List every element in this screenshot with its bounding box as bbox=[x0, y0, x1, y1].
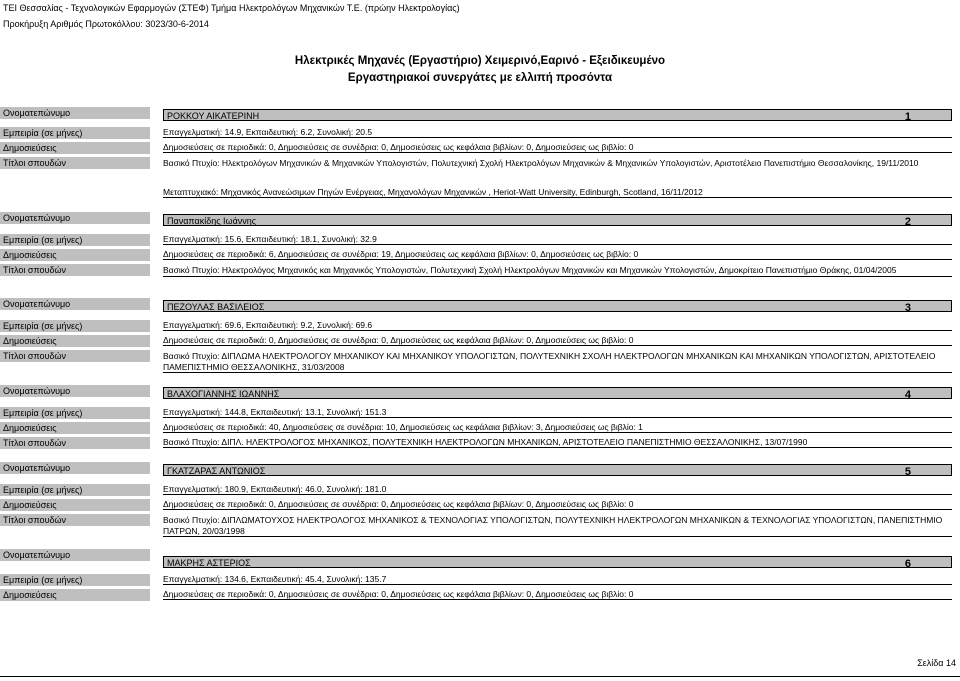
candidate-name-box bbox=[163, 214, 952, 226]
candidate-name: ΜΑΚΡΗΣ ΑΣΤΕΡΙΟΣ bbox=[167, 558, 251, 568]
experience-value: Επαγγελματική: 180.9, Εκπαιδευτική: 46.0, Συνολική: 181.0 bbox=[163, 484, 952, 495]
candidate-name: ΡΟΚΚΟΥ ΑΙΚΑΤΕΡΙΝΗ bbox=[167, 111, 260, 121]
candidate-name: ΒΛΑΧΟΓΙΑΝΝΗΣ ΙΩΑΝΝΗΣ bbox=[167, 389, 280, 399]
degrees-label: Τίτλοι σπουδών bbox=[0, 264, 150, 276]
candidate-number: 4 bbox=[904, 389, 911, 401]
page-title: Ηλεκτρικές Μηχανές (Εργαστήριο) Χειμερινό,Εαρινό - Εξειδικευμένο bbox=[294, 55, 666, 67]
experience-label: Εμπειρία (σε μήνες) bbox=[0, 484, 150, 496]
degrees-label: Τίτλοι σπουδών bbox=[0, 437, 150, 449]
publications-label: Δημοσιεύσεις bbox=[0, 499, 150, 511]
name-label: Ονοματεπώνυμο bbox=[0, 385, 150, 397]
name-label: Ονοματεπώνυμο bbox=[0, 549, 150, 561]
candidate-name-box bbox=[163, 300, 952, 312]
degrees-label: Τίτλοι σπουδών bbox=[0, 157, 150, 169]
publications-value: Δημοσιεύσεις σε περιοδικά: 0, Δημοσιεύσεις σε συνέδρια: 0, Δημοσιεύσεις ως κεφάλαια βιβλίων: 0, Δημοσιεύσεις ως βιβλίο: 0 bbox=[163, 335, 952, 346]
candidate-name-box bbox=[163, 387, 952, 399]
candidate-name-box bbox=[163, 109, 952, 121]
experience-value: Επαγγελματική: 144.8, Εκπαιδευτική: 13.1, Συνολική: 151.3 bbox=[163, 407, 952, 418]
page-subtitle: Εργαστηριακοί συνεργάτες με ελλιπή προσόντα bbox=[347, 72, 613, 84]
name-label: Ονοματεπώνυμο bbox=[0, 107, 150, 119]
publications-label: Δημοσιεύσεις bbox=[0, 335, 150, 347]
publications-value: Δημοσιεύσεις σε περιοδικά: 6, Δημοσιεύσεις σε συνέδρια: 19, Δημοσιεύσεις ως κεφάλαια βιβλίων: 0, Δημοσιεύσεις ως βιβλίο: 0 bbox=[163, 249, 952, 260]
experience-value: Επαγγελματική: 14.9, Εκπαιδευτική: 6.2, Συνολική: 20.5 bbox=[163, 127, 952, 138]
candidate-name: ΠΕΖΟΥΛΑΣ ΒΑΣΙΛΕΙΟΣ bbox=[167, 302, 265, 312]
degrees-label: Τίτλοι σπουδών bbox=[0, 514, 150, 526]
degrees-value-postgrad: Μεταπτυχιακό: Μηχανικός Ανανεώσιμων Πηγών Ενέργειας, Μηχανολόγων Μηχανικών , Heriot-Watt University, Edinburgh, Scotland, 16/11/2012 bbox=[163, 187, 952, 198]
candidate-number: 3 bbox=[904, 302, 911, 314]
experience-value: Επαγγελματική: 15.6, Εκπαιδευτική: 18.1, Συνολική: 32.9 bbox=[163, 234, 952, 245]
experience-label: Εμπειρία (σε μήνες) bbox=[0, 234, 150, 246]
experience-value: Επαγγελματική: 134.6, Εκπαιδευτική: 45.4, Συνολική: 135.7 bbox=[163, 574, 952, 585]
publications-value: Δημοσιεύσεις σε περιοδικά: 0, Δημοσιεύσεις σε συνέδρια: 0, Δημοσιεύσεις ως κεφάλαια βιβλίων: 0, Δημοσιεύσεις ως βιβλίο: 0 bbox=[163, 589, 952, 600]
publications-value: Δημοσιεύσεις σε περιοδικά: 40, Δημοσιεύσεις σε συνέδρια: 10, Δημοσιεύσεις ως κεφάλαια βιβλίων: 3, Δημοσιεύσεις ως βιβλίο: 1 bbox=[163, 422, 952, 433]
degrees-value: Βασικό Πτυχίο: ΔΙΠΛ. ΗΛΕΚΤΡΟΛΟΓΟΣ ΜΗΧΑΝΙΚΟΣ, ΠΟΛΥΤΕΧΝΙΚΗ ΗΛΕΚΤΡΟΛΟΓΩΝ ΜΗΧΑΝΙΚΩΝ, ΑΡΙΣΤΟΤΕΛΕΙΟ ΠΑΝΕΠΙΣΤΗΜΙΟ ΘΕΣΣΑΛΟΝΙΚΗΣ, 13/07/1990 bbox=[163, 437, 952, 448]
page-number: Σελίδα 14 bbox=[917, 658, 956, 668]
degrees-label: Τίτλοι σπουδών bbox=[0, 350, 150, 362]
header-institution: ΤΕΙ Θεσσαλίας - Τεχνολογικών Εφαρμογών (ΣΤΕΦ) Τμήμα Ηλεκτρολόγων Μηχανικών Τ.Ε. (πρώην Ηλεκτρολογίας) bbox=[3, 3, 460, 13]
degrees-value: Βασικό Πτυχίο: Ηλεκτρολόγων Μηχανικών & Μηχανικών Υπολογιστών, Πολυτεχνική Σχολή Ηλεκτρολόγων Μηχανικών & Μηχανικών Υπολογιστών, Αριστοτέλειο Πανεπιστήμιο Θεσσαλονίκης, 19/11/2010 bbox=[163, 158, 919, 168]
candidate-number: 1 bbox=[904, 111, 911, 123]
publications-label: Δημοσιεύσεις bbox=[0, 142, 150, 154]
candidate-name-box bbox=[163, 464, 952, 476]
experience-label: Εμπειρία (σε μήνες) bbox=[0, 574, 150, 586]
candidate-number: 6 bbox=[904, 558, 911, 570]
name-label: Ονοματεπώνυμο bbox=[0, 298, 150, 310]
experience-label: Εμπειρία (σε μήνες) bbox=[0, 127, 150, 139]
candidate-name: ΓΚΑΤΖΑΡΑΣ ΑΝΤΩΝΙΟΣ bbox=[167, 466, 266, 476]
experience-label: Εμπειρία (σε μήνες) bbox=[0, 407, 150, 419]
publications-label: Δημοσιεύσεις bbox=[0, 589, 150, 601]
degrees-value: Βασικό Πτυχίο: ΔΙΠΛΩΜΑΤΟΥΧΟΣ ΗΛΕΚΤΡΟΛΟΓΟΣ ΜΗΧΑΝΙΚΟΣ & ΤΕΧΝΟΛΟΓΙΑΣ ΥΠΟΛΟΓΙΣΤΩΝ, ΠΟΛΥΤΕΧΝΙΚΗ ΗΛΕΚΤΡΟΛΟΓΩΝ ΜΗΧΑΝΙΚΩΝ & ΤΕΧΝΟΛΟΓΙΑΣ ΥΠΟΛΟΓΙΣΤΩΝ, ΠΑΝΕΠΙΣΤΗΜΙΟ ΠΑΤΡΩΝ, 20/03/1998 bbox=[163, 515, 952, 537]
candidate-name-box bbox=[163, 556, 952, 568]
publications-label: Δημοσιεύσεις bbox=[0, 249, 150, 261]
publications-label: Δημοσιεύσεις bbox=[0, 422, 150, 434]
experience-value: Επαγγελματική: 69.6, Εκπαιδευτική: 9.2, Συνολική: 69.6 bbox=[163, 320, 952, 331]
candidate-number: 2 bbox=[904, 216, 911, 228]
experience-label: Εμπειρία (σε μήνες) bbox=[0, 320, 150, 332]
publications-value: Δημοσιεύσεις σε περιοδικά: 0, Δημοσιεύσεις σε συνέδρια: 0, Δημοσιεύσεις ως κεφάλαια βιβλίων: 0, Δημοσιεύσεις ως βιβλίο: 0 bbox=[163, 499, 952, 510]
name-label: Ονοματεπώνυμο bbox=[0, 462, 150, 474]
name-label: Ονοματεπώνυμο bbox=[0, 212, 150, 224]
footer-divider bbox=[0, 676, 960, 677]
candidate-name: Παναπακίδης Ιωάννης bbox=[167, 216, 257, 226]
publications-value: Δημοσιεύσεις σε περιοδικά: 0, Δημοσιεύσεις σε συνέδρια: 0, Δημοσιεύσεις ως κεφάλαια βιβλίων: 0, Δημοσιεύσεις ως βιβλίο: 0 bbox=[163, 142, 952, 153]
candidate-number: 5 bbox=[904, 466, 911, 478]
degrees-value: Βασικό Πτυχίο: Ηλεκτρολόγος Μηχανικός και Μηχανικός Υπολογιστών, Πολυτεχνική Σχολή Ηλεκτρολόγων Μηχανικών και Μηχανικών Υπολογιστών, Δημοκρίτειο Πανεπιστήμιο Θράκης, 01/04/2005 bbox=[163, 265, 952, 277]
header-announcement: Προκήρυξη Αριθμός Πρωτοκόλλου: 3023/30-6-2014 bbox=[3, 19, 209, 29]
degrees-value: Βασικό Πτυχίο: ΔΙΠΛΩΜΑ ΗΛΕΚΤΡΟΛΟΓΟΥ ΜΗΧΑΝΙΚΟΥ ΚΑΙ ΜΗΧΑΝΙΚΟΥ ΥΠΟΛΟΓΙΣΤΩΝ, ΠΟΛΥΤΕΧΝΙΚΗ ΣΧΟΛΗ ΗΛΕΚΤΡΟΛΟΓΩΝ ΜΗΧΑΝΙΚΩΝ ΚΑΙ ΜΗΧΑΝΙΚΩΝ ΥΠΟΛΟΓΙΣΤΩΝ, ΑΡΙΣΤΟΤΕΛΕΙΟ ΠΑΜΕΠΙΣΤΗΜΙΟ ΘΕΣΣΑΛΟΝΙΚΗΣ, 31/03/2008 bbox=[163, 351, 952, 373]
